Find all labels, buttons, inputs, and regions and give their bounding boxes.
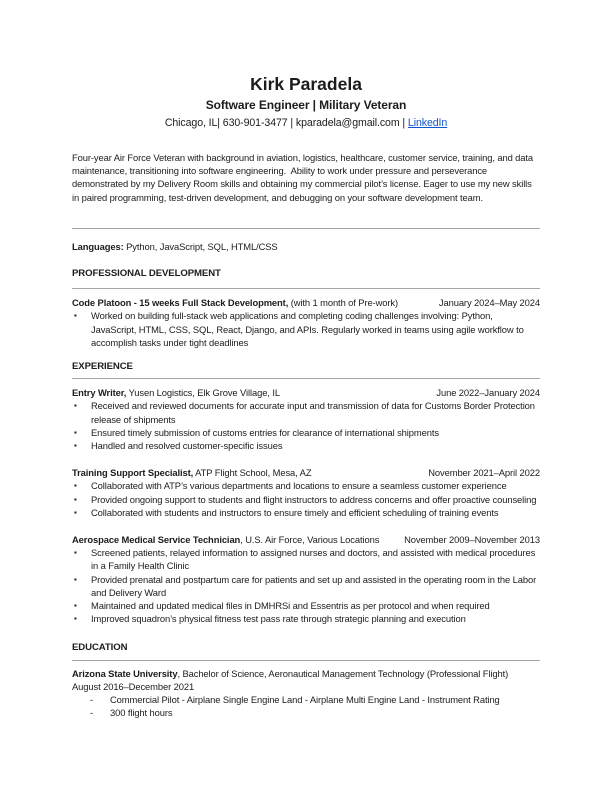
job-dates: November 2021–April 2022 <box>428 467 540 479</box>
job-title-bold: Aerospace Medical Service Technician <box>72 534 241 546</box>
pd-entry-title-bold: Code Platoon - 15 weeks Full Stack Development, <box>72 297 289 309</box>
section-divider <box>72 660 540 661</box>
contact-line <box>72 116 540 130</box>
section-heading-education: EDUCATION <box>72 642 128 654</box>
section-divider <box>72 288 540 289</box>
bullet-text: Maintained and updated medical files in DMHRSi and Essentris as per protocol and when required <box>91 600 490 612</box>
job-dates: June 2022–January 2024 <box>436 387 540 399</box>
bullet-text: Provided prenatal and postpartum care for patients and set up and assisted in the operating room in the Labor and Delivery Ward <box>91 573 537 598</box>
job-bullet-list <box>72 479 540 519</box>
languages-line <box>72 240 540 253</box>
job-title-rest: Yusen Logistics, Elk Grove Village, IL <box>126 387 280 399</box>
education-degree: , Bachelor of Science, Aeronautical Management Technology (Professional Flight) <box>177 667 509 679</box>
job-title-rest: , U.S. Air Force, Various Locations <box>240 534 380 546</box>
list-item <box>72 439 540 452</box>
dash-bullet-icon: - <box>90 694 94 706</box>
square-bullet-icon: ▪ <box>74 481 77 491</box>
list-item <box>88 706 540 719</box>
square-bullet-icon: ▪ <box>74 507 77 517</box>
section-divider <box>72 228 540 229</box>
job-bullet-list <box>72 546 540 625</box>
square-bullet-icon: ▪ <box>74 614 77 624</box>
languages-label: Languages: <box>72 240 124 252</box>
job-title-bold: Entry Writer, <box>72 387 127 399</box>
job-header <box>72 466 540 479</box>
list-item <box>72 426 540 439</box>
list-item <box>72 573 540 599</box>
contact-text: Chicago, IL| 630-901-3477 | kparadela@gmail.com | <box>164 117 408 129</box>
list-item <box>72 599 540 612</box>
square-bullet-icon: ▪ <box>74 494 77 504</box>
list-item <box>72 399 540 425</box>
candidate-name: Kirk Paradela <box>250 74 362 94</box>
linkedin-link[interactable]: LinkedIn <box>407 117 448 129</box>
bullet-text: Handled and resolved customer-specific issues <box>91 440 283 452</box>
job-header <box>72 386 540 399</box>
square-bullet-icon: ▪ <box>74 441 77 451</box>
job-title-bold: Training Support Specialist, <box>72 467 194 479</box>
square-bullet-icon: ▪ <box>74 601 77 611</box>
pd-entry-title-note: (with 1 month of Pre-work) <box>288 297 399 309</box>
list-item <box>72 612 540 625</box>
pd-bullet-list <box>72 309 540 349</box>
square-bullet-icon: ▪ <box>74 427 77 437</box>
bullet-text: Collaborated with students and instructors to ensure timely and efficient scheduling of training events <box>91 506 499 518</box>
education-dates: August 2016–December 2021 <box>72 680 195 692</box>
square-bullet-icon: ▪ <box>74 401 77 411</box>
languages-value: Python, JavaScript, SQL, HTML/CSS <box>123 240 278 252</box>
bullet-text: Provided ongoing support to students and flight instructors to address concerns and offer proactive counseling <box>91 493 537 505</box>
education-bullet-list <box>72 693 540 719</box>
section-heading-experience: EXPERIENCE <box>72 361 133 373</box>
bullet-text: Improved squadron’s physical fitness test pass rate through strategic planning and execution <box>91 613 466 625</box>
list-item <box>72 309 540 349</box>
education-school-bold: Arizona State University <box>72 667 178 679</box>
section-divider <box>72 378 540 379</box>
job-title <box>72 533 379 546</box>
education-school-line <box>72 667 540 680</box>
square-bullet-icon: ▪ <box>74 311 77 321</box>
list-item <box>72 479 540 492</box>
bullet-text: 300 flight hours <box>110 707 173 719</box>
job-title-rest: ATP Flight School, Mesa, AZ <box>193 467 312 479</box>
dash-bullet-icon: - <box>90 707 94 719</box>
bullet-text: Received and reviewed documents for accurate input and transmission of data for Customs Border Protection release of shipments <box>91 400 535 425</box>
list-item <box>72 493 540 506</box>
list-item <box>72 546 540 572</box>
bullet-text: Collaborated with ATP’s various departments and locations to ensure a seamless customer experience <box>91 480 507 492</box>
job-bullet-list <box>72 399 540 452</box>
square-bullet-icon: ▪ <box>74 548 77 558</box>
bullet-text: Screened patients, relayed information to assigned nurses and doctors, and assisted with medical procedures in a Family Health Clinic <box>91 547 536 572</box>
list-item <box>88 693 540 706</box>
bullet-text: Commercial Pilot - Airplane Single Engine Land - Airplane Multi Engine Land - Instrument Rating <box>110 694 500 706</box>
job-dates: November 2009–November 2013 <box>404 534 540 546</box>
bullet-text: Ensured timely submission of customs entries for clearance of international shipments <box>91 426 439 438</box>
job-title <box>72 466 311 479</box>
summary-paragraph: Four-year Air Force Veteran with background in aviation, logistics, healthcare, customer service, training, and data maintenance, transitioning into software engineering. Ability to work under pressure and perseverance demonstrated by my Delivery Room skills and obtaining my commercial pilot’s license. Eager to use my new skills in paired programming, test-driven development, and debugging on your software development team. <box>72 152 536 203</box>
pd-entry-header <box>72 296 540 309</box>
bullet-text: Worked on building full-stack web applications and completing coding challenges involving: Python, JavaScript, HTML, CSS, SQL, React, Django, and APIs. Regularly worked in teams using agile workflow to accomplish tasks under tight deadlines <box>91 310 524 348</box>
square-bullet-icon: ▪ <box>74 574 77 584</box>
job-header <box>72 533 540 546</box>
pd-entry-title <box>72 296 398 309</box>
job-title <box>72 386 280 399</box>
pd-entry-dates: January 2024–May 2024 <box>438 297 540 309</box>
list-item <box>72 506 540 519</box>
section-heading-professional-development: PROFESSIONAL DEVELOPMENT <box>72 268 221 280</box>
candidate-headline: Software Engineer | Military Veteran <box>205 98 407 112</box>
